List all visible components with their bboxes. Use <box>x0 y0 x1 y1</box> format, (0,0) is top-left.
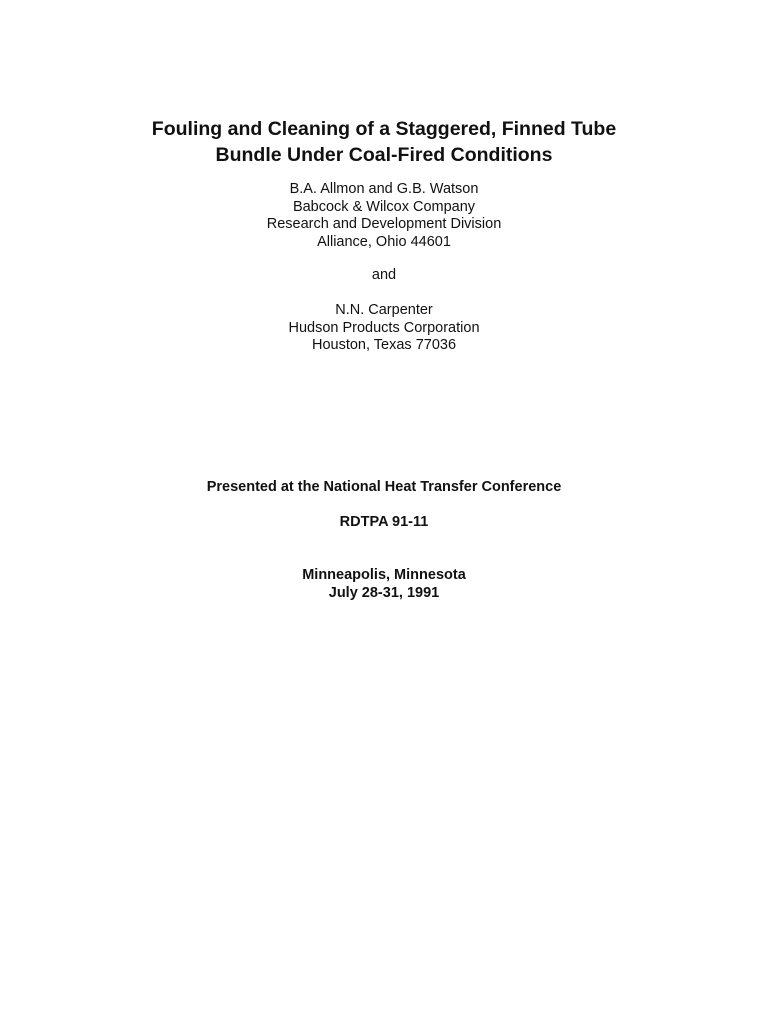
author-address: Alliance, Ohio 44601 <box>317 233 451 250</box>
second-author-address: Houston, Texas 77036 <box>311 337 457 353</box>
presented-at <box>0 479 768 497</box>
title-line: Bundle Under Coal-Fired Conditions <box>215 144 553 166</box>
and-label: and <box>371 267 397 283</box>
authors-block <box>0 181 768 251</box>
author-division: Research and Development Division <box>266 216 502 232</box>
second-author-name: N.N. Carpenter <box>335 302 433 318</box>
paper-title <box>0 116 768 168</box>
title-line: Fouling and Cleaning of a Staggered, Finned Tube <box>151 118 617 140</box>
venue-location: Minneapolis, Minnesota <box>302 567 466 583</box>
author-company: Babcock & Wilcox Company <box>292 198 476 215</box>
presented-at-text: Presented at the National Heat Transfer Conference <box>206 479 562 495</box>
report-number <box>0 514 768 532</box>
report-number-text: RDTPA 91-11 <box>339 514 429 530</box>
venue-date: July 28-31, 1991 <box>328 584 440 601</box>
venue-block <box>0 567 768 602</box>
author-names: B.A. Allmon and G.B. Watson <box>289 181 479 197</box>
conjunction-text <box>0 267 768 285</box>
second-author-block <box>0 302 768 355</box>
second-author-company: Hudson Products Corporation <box>288 319 480 336</box>
